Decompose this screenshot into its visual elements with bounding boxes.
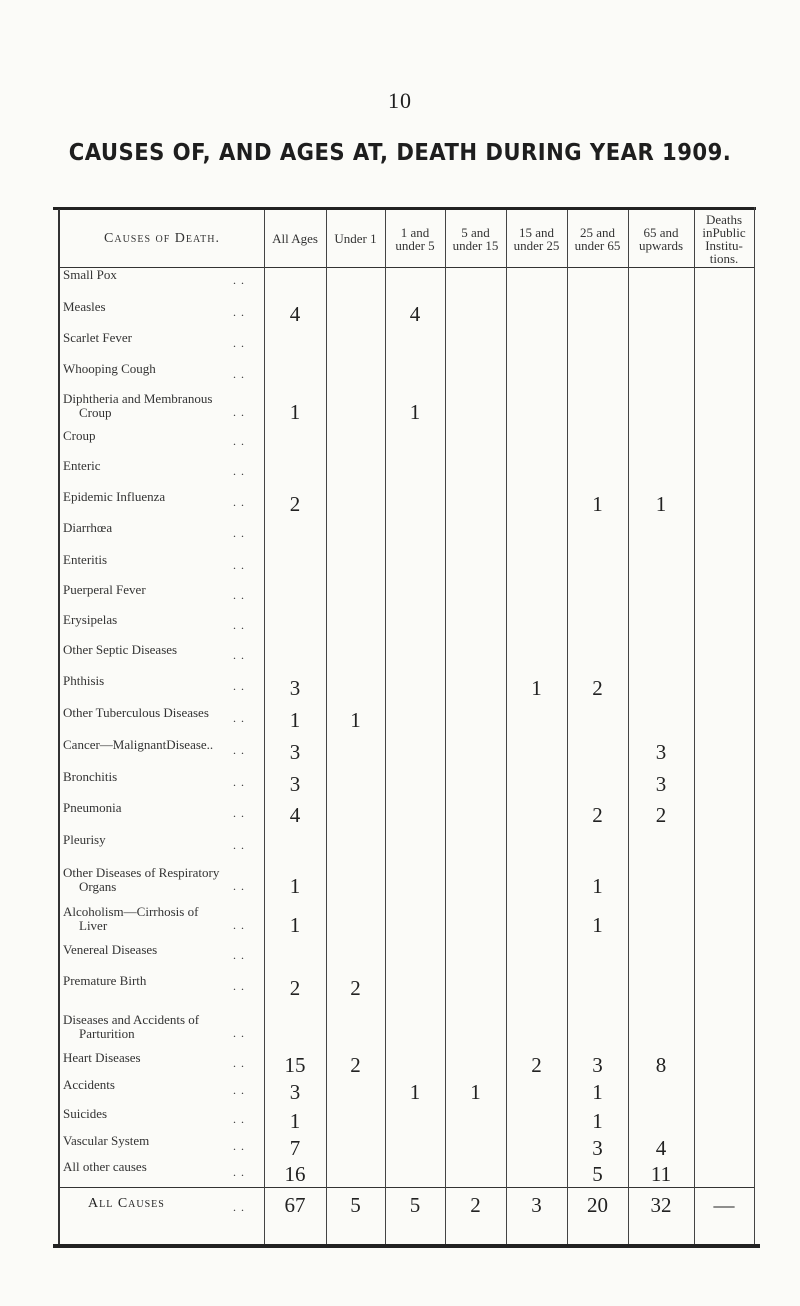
- cause-label: [63, 738, 261, 752]
- column-header-u1: [326, 210, 385, 267]
- column-rule: [694, 210, 695, 1244]
- cause-label: [63, 866, 261, 894]
- cause-label: [63, 974, 261, 988]
- page-number: 10: [388, 88, 412, 113]
- cause-label: [63, 429, 261, 443]
- cell-all: 1: [289, 874, 301, 898]
- leader-dots: . .: [233, 434, 245, 448]
- cell-u25: 2: [531, 1053, 542, 1077]
- totals-label: All Causes: [88, 1196, 165, 1211]
- cause-label-line: Suicides: [63, 1106, 108, 1121]
- cause-label: [63, 643, 261, 657]
- leader-dots: . .: [233, 305, 245, 319]
- total-u25: 3: [531, 1193, 542, 1217]
- column-header-u25: [506, 210, 567, 267]
- cell-all: 1: [289, 1109, 301, 1133]
- total-all: 67: [284, 1193, 306, 1217]
- cause-label: [63, 583, 261, 597]
- cause-label-line: Venereal Diseases: [63, 942, 158, 957]
- total-u65: 20: [587, 1193, 608, 1217]
- cause-label-line: Organs: [79, 879, 117, 894]
- leader-dots: . .: [233, 743, 245, 757]
- cause-label-line: Vascular System: [63, 1133, 150, 1148]
- leader-dots: . .: [233, 1056, 245, 1070]
- column-header-line: under 65: [574, 237, 621, 253]
- leader-dots: . .: [233, 1026, 245, 1040]
- cause-label: [63, 268, 261, 282]
- total-u1: 5: [350, 1193, 361, 1217]
- cause-label: [63, 613, 261, 627]
- leader-dots: . .: [233, 948, 245, 962]
- cause-label-line: Enteritis: [63, 552, 108, 567]
- leader-dots: . .: [233, 806, 245, 820]
- cell-all: 4: [289, 302, 301, 326]
- cause-label: [63, 801, 261, 815]
- cell-u25: 1: [531, 676, 542, 700]
- cell-u5: 1: [409, 1080, 421, 1104]
- cause-label: [63, 392, 261, 420]
- leader-dots: . .: [233, 495, 245, 509]
- cell-all: 1: [289, 708, 301, 732]
- cause-label-line: Diseases and Accidents of: [63, 1012, 200, 1027]
- cause-label: [63, 300, 261, 314]
- leader-dots: . .: [233, 679, 245, 693]
- column-header-u15: [445, 210, 506, 267]
- cell-o65: 2: [655, 803, 667, 827]
- leader-dots: . .: [233, 1083, 245, 1097]
- cause-label: [63, 553, 261, 567]
- leader-dots: . .: [233, 648, 245, 662]
- cause-label-line: Phthisis: [63, 673, 105, 688]
- cell-u65: 1: [592, 874, 603, 898]
- column-header-line: 1 and: [400, 224, 430, 240]
- column-header-line: Deaths: [705, 211, 743, 227]
- column-header-line: 25 and: [579, 224, 615, 240]
- cause-label: [63, 331, 261, 345]
- cause-label-line: Other Diseases of Respiratory: [63, 865, 220, 880]
- column-header-all: [264, 210, 326, 267]
- leader-dots: . .: [233, 336, 245, 350]
- cell-o65: 8: [655, 1053, 667, 1077]
- leader-dots: . .: [233, 558, 245, 572]
- leader-dots: . .: [233, 1165, 245, 1179]
- leader-dots: . .: [233, 1200, 245, 1214]
- cell-u65: 1: [592, 492, 603, 516]
- column-header-line: Under 1: [334, 231, 377, 246]
- leader-dots: . .: [233, 879, 245, 893]
- cell-u65: 1: [592, 1109, 603, 1133]
- column-rule: [628, 210, 629, 1244]
- cause-label: [63, 770, 261, 784]
- cause-label: [63, 1134, 261, 1148]
- page-title: CAUSES OF, AND AGES AT, DEATH DURING YEAR 1909.: [68, 140, 732, 166]
- cell-all: 15: [284, 1053, 306, 1077]
- cell-all: 3: [289, 772, 301, 796]
- cause-label: [63, 1107, 261, 1121]
- cause-label-line: Croup: [63, 428, 96, 443]
- cause-label-line: Accidents: [63, 1077, 115, 1092]
- column-header-line: All Ages: [272, 231, 318, 246]
- cause-label-line: Other Septic Diseases: [63, 642, 178, 657]
- leader-dots: . .: [233, 979, 245, 993]
- cause-label: [63, 1051, 261, 1065]
- cause-label-line: Measles: [63, 299, 106, 314]
- cell-o65: 1: [655, 492, 667, 516]
- cause-label-line: Scarlet Fever: [63, 330, 132, 345]
- leader-dots: . .: [233, 273, 245, 287]
- leader-dots: . .: [233, 775, 245, 789]
- cause-label-line: Heart Diseases: [63, 1050, 141, 1065]
- cause-label-line: Small Pox: [63, 267, 117, 282]
- cause-label-line: Premature Birth: [63, 973, 147, 988]
- cause-label-line: Diarrhœa: [63, 520, 113, 535]
- cell-u1: 1: [350, 708, 361, 732]
- leader-dots: . .: [233, 367, 245, 381]
- cause-label-line: Alcoholism—Cirrhosis of: [63, 904, 199, 919]
- column-header-line: under 5: [395, 237, 435, 253]
- total-u5: 5: [409, 1193, 421, 1217]
- cause-label-line: Croup: [79, 405, 112, 420]
- column-header-line: Institu-: [705, 237, 743, 253]
- column-rule: [754, 207, 755, 1244]
- cause-label-line: Liver: [79, 918, 108, 933]
- total-pub: —: [713, 1193, 735, 1217]
- cause-label-line: Parturition: [79, 1026, 135, 1041]
- total-o65: 32: [650, 1193, 672, 1217]
- column-header-line: inPublic: [702, 224, 746, 240]
- leader-dots: . .: [233, 838, 245, 852]
- cause-label: [63, 674, 261, 688]
- cell-u65: 3: [592, 1053, 603, 1077]
- cause-label-line: Erysipelas: [63, 612, 118, 627]
- column-header-o65: [628, 210, 694, 267]
- cause-label: [63, 1013, 261, 1041]
- cell-all: 4: [289, 803, 301, 827]
- cell-u65: 3: [592, 1136, 603, 1160]
- cell-all: 2: [289, 976, 301, 1000]
- leader-dots: . .: [233, 526, 245, 540]
- cause-label: [63, 521, 261, 535]
- cause-label: [63, 362, 261, 376]
- column-header-line: 65 and: [643, 224, 679, 240]
- cause-label-line: Puerperal Fever: [63, 582, 146, 597]
- cause-label-line: Bronchitis: [63, 769, 118, 784]
- leader-dots: . .: [233, 711, 245, 725]
- column-header-line: 15 and: [518, 224, 554, 240]
- column-header-u5: [385, 210, 445, 267]
- cell-all: 1: [289, 400, 301, 424]
- cause-label-line: All other causes: [63, 1159, 147, 1174]
- leader-dots: . .: [233, 918, 245, 932]
- cause-label: [63, 943, 261, 957]
- cause-label: [63, 833, 261, 847]
- cell-u65: 1: [592, 913, 603, 937]
- total-u15: 2: [470, 1193, 481, 1217]
- cell-all: 3: [289, 676, 301, 700]
- cell-all: 3: [289, 1080, 301, 1104]
- column-header-line: under 15: [452, 237, 499, 253]
- cause-label-line: Epidemic Influenza: [63, 489, 166, 504]
- cell-u15: 1: [470, 1080, 481, 1104]
- cell-u65: 1: [592, 1080, 603, 1104]
- cause-label-line: Enteric: [63, 458, 101, 473]
- column-header-pub: [694, 210, 754, 267]
- cell-all: 2: [289, 492, 301, 516]
- cell-u65: 5: [592, 1162, 603, 1186]
- cell-u5: 4: [409, 302, 421, 326]
- cell-u1: 2: [350, 1053, 361, 1077]
- cell-u1: 2: [350, 976, 361, 1000]
- cause-label-line: Pleurisy: [63, 832, 106, 847]
- column-header-u65: [567, 210, 628, 267]
- leader-dots: . .: [233, 588, 245, 602]
- mortality-table: [53, 207, 756, 1248]
- leader-dots: . .: [233, 1112, 245, 1126]
- cell-all: 16: [284, 1162, 306, 1186]
- cause-label-line: Other Tuberculous Diseases: [63, 705, 209, 720]
- table-left-rule: [58, 209, 60, 1245]
- column-header-line: 5 and: [461, 224, 490, 240]
- column-header-line: tions.: [709, 250, 739, 266]
- column-header-line: under 25: [513, 237, 560, 253]
- leader-dots: . .: [233, 1139, 245, 1153]
- cell-all: 1: [289, 913, 301, 937]
- leader-dots: . .: [233, 464, 245, 478]
- table-bottom-rule: [53, 1244, 760, 1248]
- cell-u5: 1: [409, 400, 421, 424]
- cell-o65: 3: [655, 740, 667, 764]
- cause-label: [63, 459, 261, 473]
- cell-u65: 2: [592, 803, 603, 827]
- cause-label-line: Cancer—MalignantDisease..: [63, 737, 214, 752]
- column-header-line: Causes of Death.: [104, 231, 220, 246]
- cause-label: [63, 905, 261, 933]
- cause-label-line: Diphtheria and Membranous: [63, 391, 213, 406]
- leader-dots: . .: [233, 618, 245, 632]
- column-header-cause: [60, 210, 264, 267]
- cell-all: 3: [289, 740, 301, 764]
- cause-label-line: Whooping Cough: [63, 361, 156, 376]
- cell-o65: 3: [655, 772, 667, 796]
- cause-label: [63, 490, 261, 504]
- cause-label-line: Pneumonia: [63, 800, 122, 815]
- cause-label: [63, 706, 261, 720]
- cell-o65: 4: [655, 1136, 667, 1160]
- column-rule: [506, 210, 507, 1244]
- totals-rule: [60, 1187, 754, 1188]
- cause-label: [63, 1160, 261, 1174]
- cause-label: [63, 1078, 261, 1092]
- cell-all: 7: [289, 1136, 301, 1160]
- column-header-line: upwards: [638, 237, 684, 253]
- cell-u65: 2: [592, 676, 603, 700]
- leader-dots: . .: [233, 405, 245, 419]
- cell-o65: 11: [650, 1162, 672, 1186]
